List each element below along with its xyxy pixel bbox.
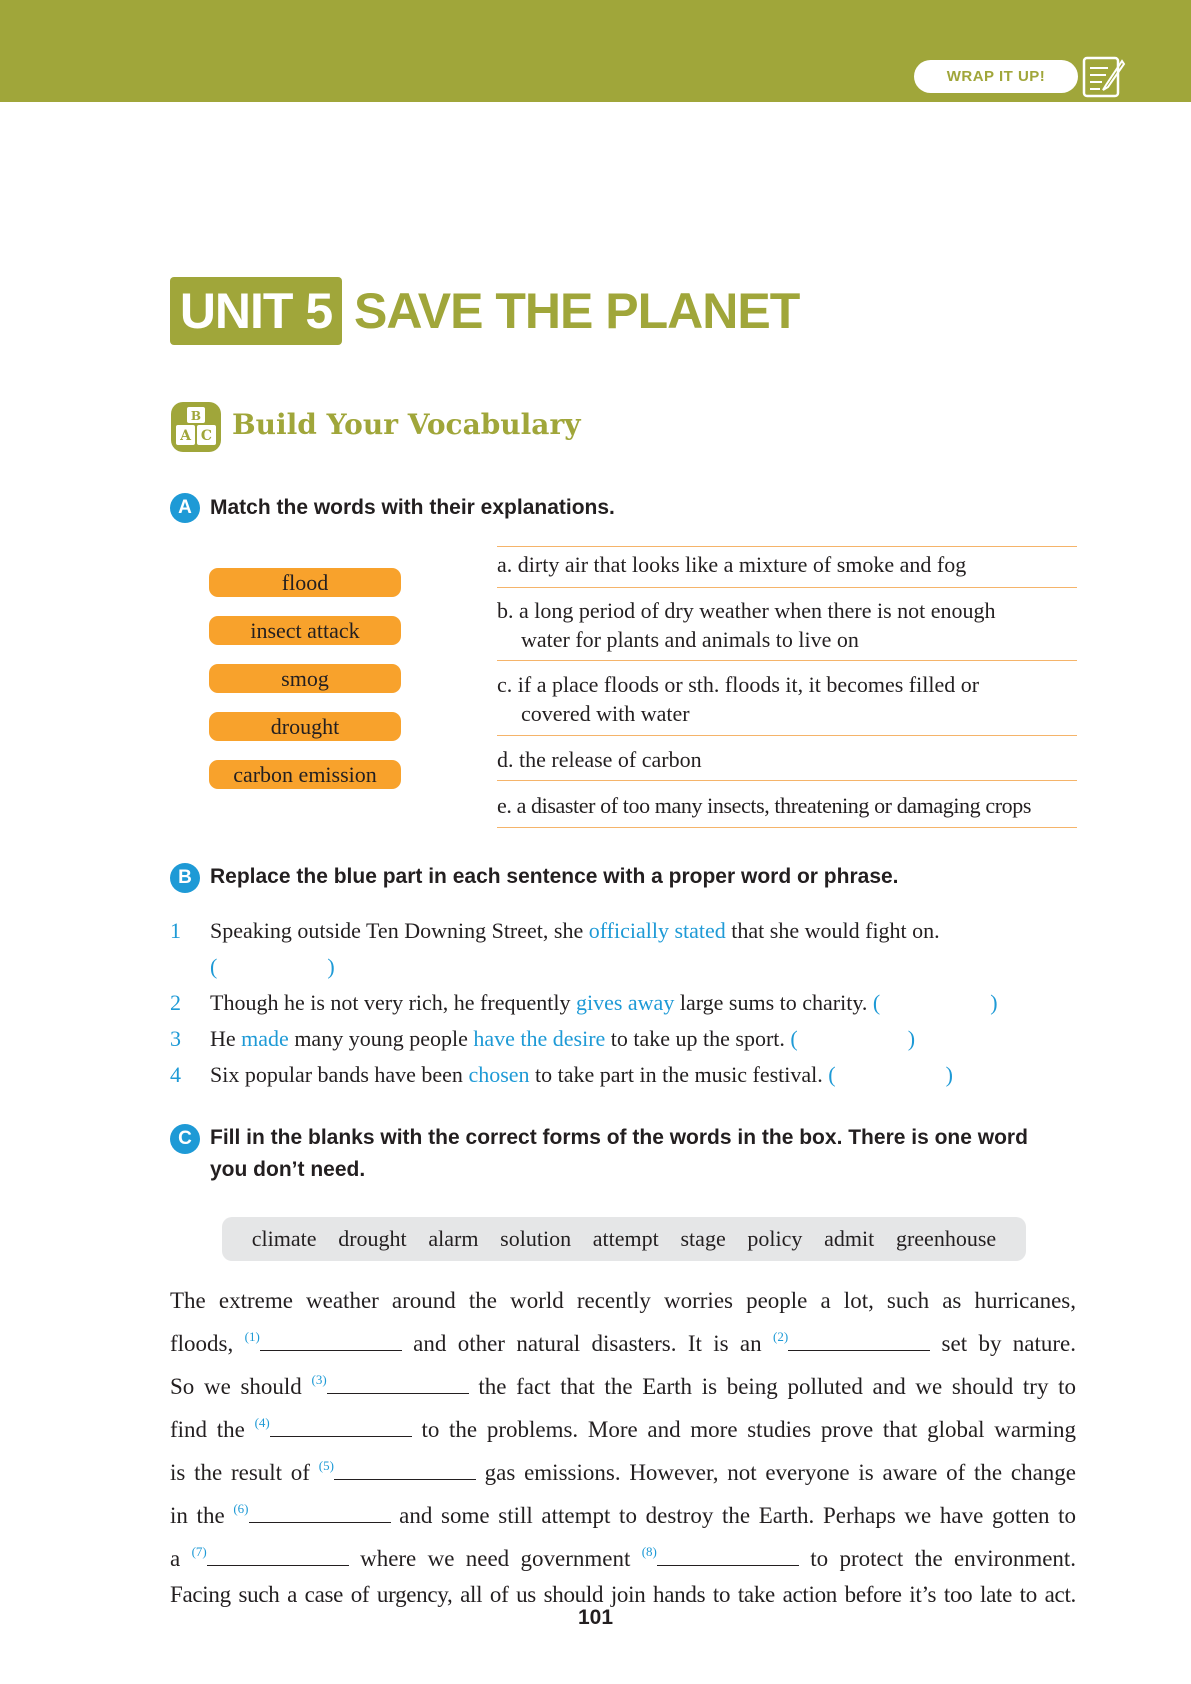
part-b-instruction: Replace the blue part in each sentence with a proper word or phrase. bbox=[210, 865, 899, 888]
blank-number: (6) bbox=[233, 1501, 249, 1516]
explanation-line: covered with water bbox=[521, 701, 690, 726]
blank[interactable] bbox=[249, 1504, 391, 1523]
blank-number: (2) bbox=[773, 1329, 789, 1344]
word-pill: drought bbox=[209, 712, 401, 741]
answer-parentheses bbox=[210, 950, 335, 984]
word-pill: smog bbox=[209, 664, 401, 693]
box-word: policy bbox=[747, 1226, 803, 1251]
divider bbox=[497, 660, 1077, 661]
box-word: attempt bbox=[592, 1226, 659, 1251]
item-number: 3 bbox=[170, 1026, 181, 1051]
explanation-line: d. the release of carbon bbox=[497, 747, 702, 772]
explanation-item bbox=[497, 670, 1082, 728]
blank[interactable] bbox=[260, 1332, 402, 1351]
word-box bbox=[222, 1217, 1026, 1261]
blank[interactable] bbox=[334, 1461, 476, 1480]
header-bar bbox=[0, 0, 1191, 102]
sentence bbox=[210, 1022, 915, 1056]
blank-number: (4) bbox=[254, 1415, 270, 1430]
notepad-pencil-icon bbox=[1082, 55, 1126, 99]
divider bbox=[497, 735, 1077, 736]
passage-line: So we should $^{(3)}$ the fact that the Earth is being polluted and we should try to bbox=[170, 1372, 1077, 1399]
paren-close: ) bbox=[945, 1062, 953, 1087]
sentence-text: Though he is not very rich, he frequently bbox=[210, 990, 576, 1015]
part-b-badge: B bbox=[170, 863, 200, 893]
paren-open: ( bbox=[828, 1062, 836, 1087]
part-c-badge: C bbox=[170, 1124, 200, 1154]
blank-number: (5) bbox=[318, 1458, 334, 1473]
explanation-item bbox=[497, 596, 1082, 654]
passage-line: Facing such a case of urgency, all of us should join hands to take action before it’s too late to act. bbox=[170, 1582, 1076, 1607]
wrap-it-up-badge: WRAP IT UP! bbox=[914, 60, 1078, 93]
passage-line: a $^{(7)}$ where we need government $^{(8)}$ to protect the environment. bbox=[170, 1544, 1077, 1571]
paren-open: ( bbox=[790, 1026, 798, 1051]
svg-text:A: A bbox=[180, 428, 191, 444]
box-word: alarm bbox=[428, 1226, 479, 1251]
passage-line: The extreme weather around the world recently worries people a lot, such as hurricanes, bbox=[170, 1288, 1076, 1313]
instruction-line: Fill in the blanks with the correct forms of the words in the box. There is one word bbox=[210, 1126, 1028, 1149]
divider bbox=[497, 780, 1077, 781]
highlighted-phrase: officially stated bbox=[588, 918, 726, 943]
explanation-item bbox=[497, 745, 1082, 774]
section-title: Build Your Vocabulary bbox=[232, 408, 581, 441]
cloze-passage bbox=[170, 1283, 1076, 1613]
explanation-line: a. dirty air that looks like a mixture of smoke and fog bbox=[497, 552, 967, 577]
sentence-text: Six popular bands have been bbox=[210, 1062, 469, 1087]
box-word: drought bbox=[338, 1226, 407, 1251]
box-word: greenhouse bbox=[895, 1226, 997, 1251]
sentence bbox=[210, 986, 998, 1020]
instruction-line: you don’t need. bbox=[210, 1158, 366, 1181]
passage-line: find the $^{(4)}$ to the problems. More and more studies prove that global warming bbox=[170, 1415, 1077, 1442]
highlighted-phrase: made bbox=[241, 1026, 289, 1051]
blank[interactable] bbox=[327, 1375, 469, 1394]
word-pill: carbon emission bbox=[209, 760, 401, 789]
paren-open: ( bbox=[210, 954, 218, 979]
word-pill: insect attack bbox=[209, 616, 401, 645]
sentence-text: Speaking outside Ten Downing Street, she bbox=[210, 918, 589, 943]
paren-close: ) bbox=[990, 990, 998, 1015]
part-c-instruction bbox=[210, 1122, 1028, 1186]
box-word: stage bbox=[680, 1226, 726, 1251]
explanation-line: e. a disaster of too many insects, threatening or damaging crops bbox=[497, 793, 1032, 818]
box-word: climate bbox=[251, 1226, 317, 1251]
box-word: solution bbox=[500, 1226, 572, 1251]
paren-close: ) bbox=[907, 1026, 916, 1051]
paren-close: ) bbox=[327, 954, 335, 979]
sentence-text: He bbox=[210, 1026, 242, 1051]
box-word: admit bbox=[824, 1226, 875, 1251]
explanation-line: c. if a place floods or sth. floods it, it becomes filled or bbox=[497, 672, 980, 697]
sentence bbox=[210, 1058, 953, 1092]
divider bbox=[497, 587, 1077, 588]
sentence-text: that she would fight on. bbox=[725, 918, 940, 943]
blank-number: (3) bbox=[311, 1372, 327, 1387]
svg-text:B: B bbox=[190, 409, 202, 423]
blank-number: (8) bbox=[641, 1544, 657, 1559]
part-a-badge: A bbox=[170, 493, 200, 523]
passage-line: floods, $^{(1)}$ and other natural disasters. It is an $^{(2)}$ set by nature. bbox=[170, 1329, 1077, 1356]
explanation-item bbox=[497, 550, 1082, 579]
unit-title: SAVE THE PLANET bbox=[354, 283, 800, 339]
highlighted-phrase: have the desire bbox=[473, 1026, 606, 1051]
explanation-line: water for plants and animals to live on bbox=[521, 627, 859, 652]
divider bbox=[497, 546, 1077, 547]
part-a-instruction: Match the words with their explanations. bbox=[210, 496, 615, 519]
blank[interactable] bbox=[657, 1547, 799, 1566]
paren-open: ( bbox=[872, 990, 881, 1015]
sentence-text: many young people bbox=[288, 1026, 474, 1051]
blank[interactable] bbox=[270, 1418, 412, 1437]
sentence-text: large sums to charity. bbox=[674, 990, 868, 1015]
explanation-item bbox=[497, 791, 1082, 820]
passage-line: is the result of $^{(5)}$ gas emissions. However, not everyone is aware of the change bbox=[170, 1458, 1077, 1485]
blank-number: (1) bbox=[244, 1329, 260, 1344]
item-number: 1 bbox=[170, 918, 181, 943]
explanation-line: b. a long period of dry weather when there is not enough bbox=[497, 598, 996, 623]
divider bbox=[497, 827, 1077, 828]
blank[interactable] bbox=[207, 1547, 349, 1566]
item-number: 2 bbox=[170, 990, 181, 1015]
blank-number: (7) bbox=[191, 1544, 207, 1559]
page-number: 101 bbox=[577, 1606, 614, 1629]
blank[interactable] bbox=[788, 1332, 930, 1351]
sentence-text: to take part in the music festival. bbox=[529, 1062, 823, 1087]
highlighted-phrase: chosen bbox=[468, 1062, 530, 1087]
sentence bbox=[210, 914, 940, 948]
passage-line: in the $^{(6)}$ and some still attempt to destroy the Earth. Perhaps we have gotten to bbox=[170, 1501, 1077, 1528]
svg-text:C: C bbox=[200, 428, 213, 444]
word-pill: flood bbox=[209, 568, 401, 597]
item-number: 4 bbox=[170, 1062, 181, 1087]
unit-label: UNIT 5 bbox=[170, 277, 342, 345]
highlighted-phrase: gives away bbox=[575, 990, 675, 1015]
sentence-text: to take up the sport. bbox=[605, 1026, 785, 1051]
abc-blocks-icon bbox=[170, 401, 222, 453]
